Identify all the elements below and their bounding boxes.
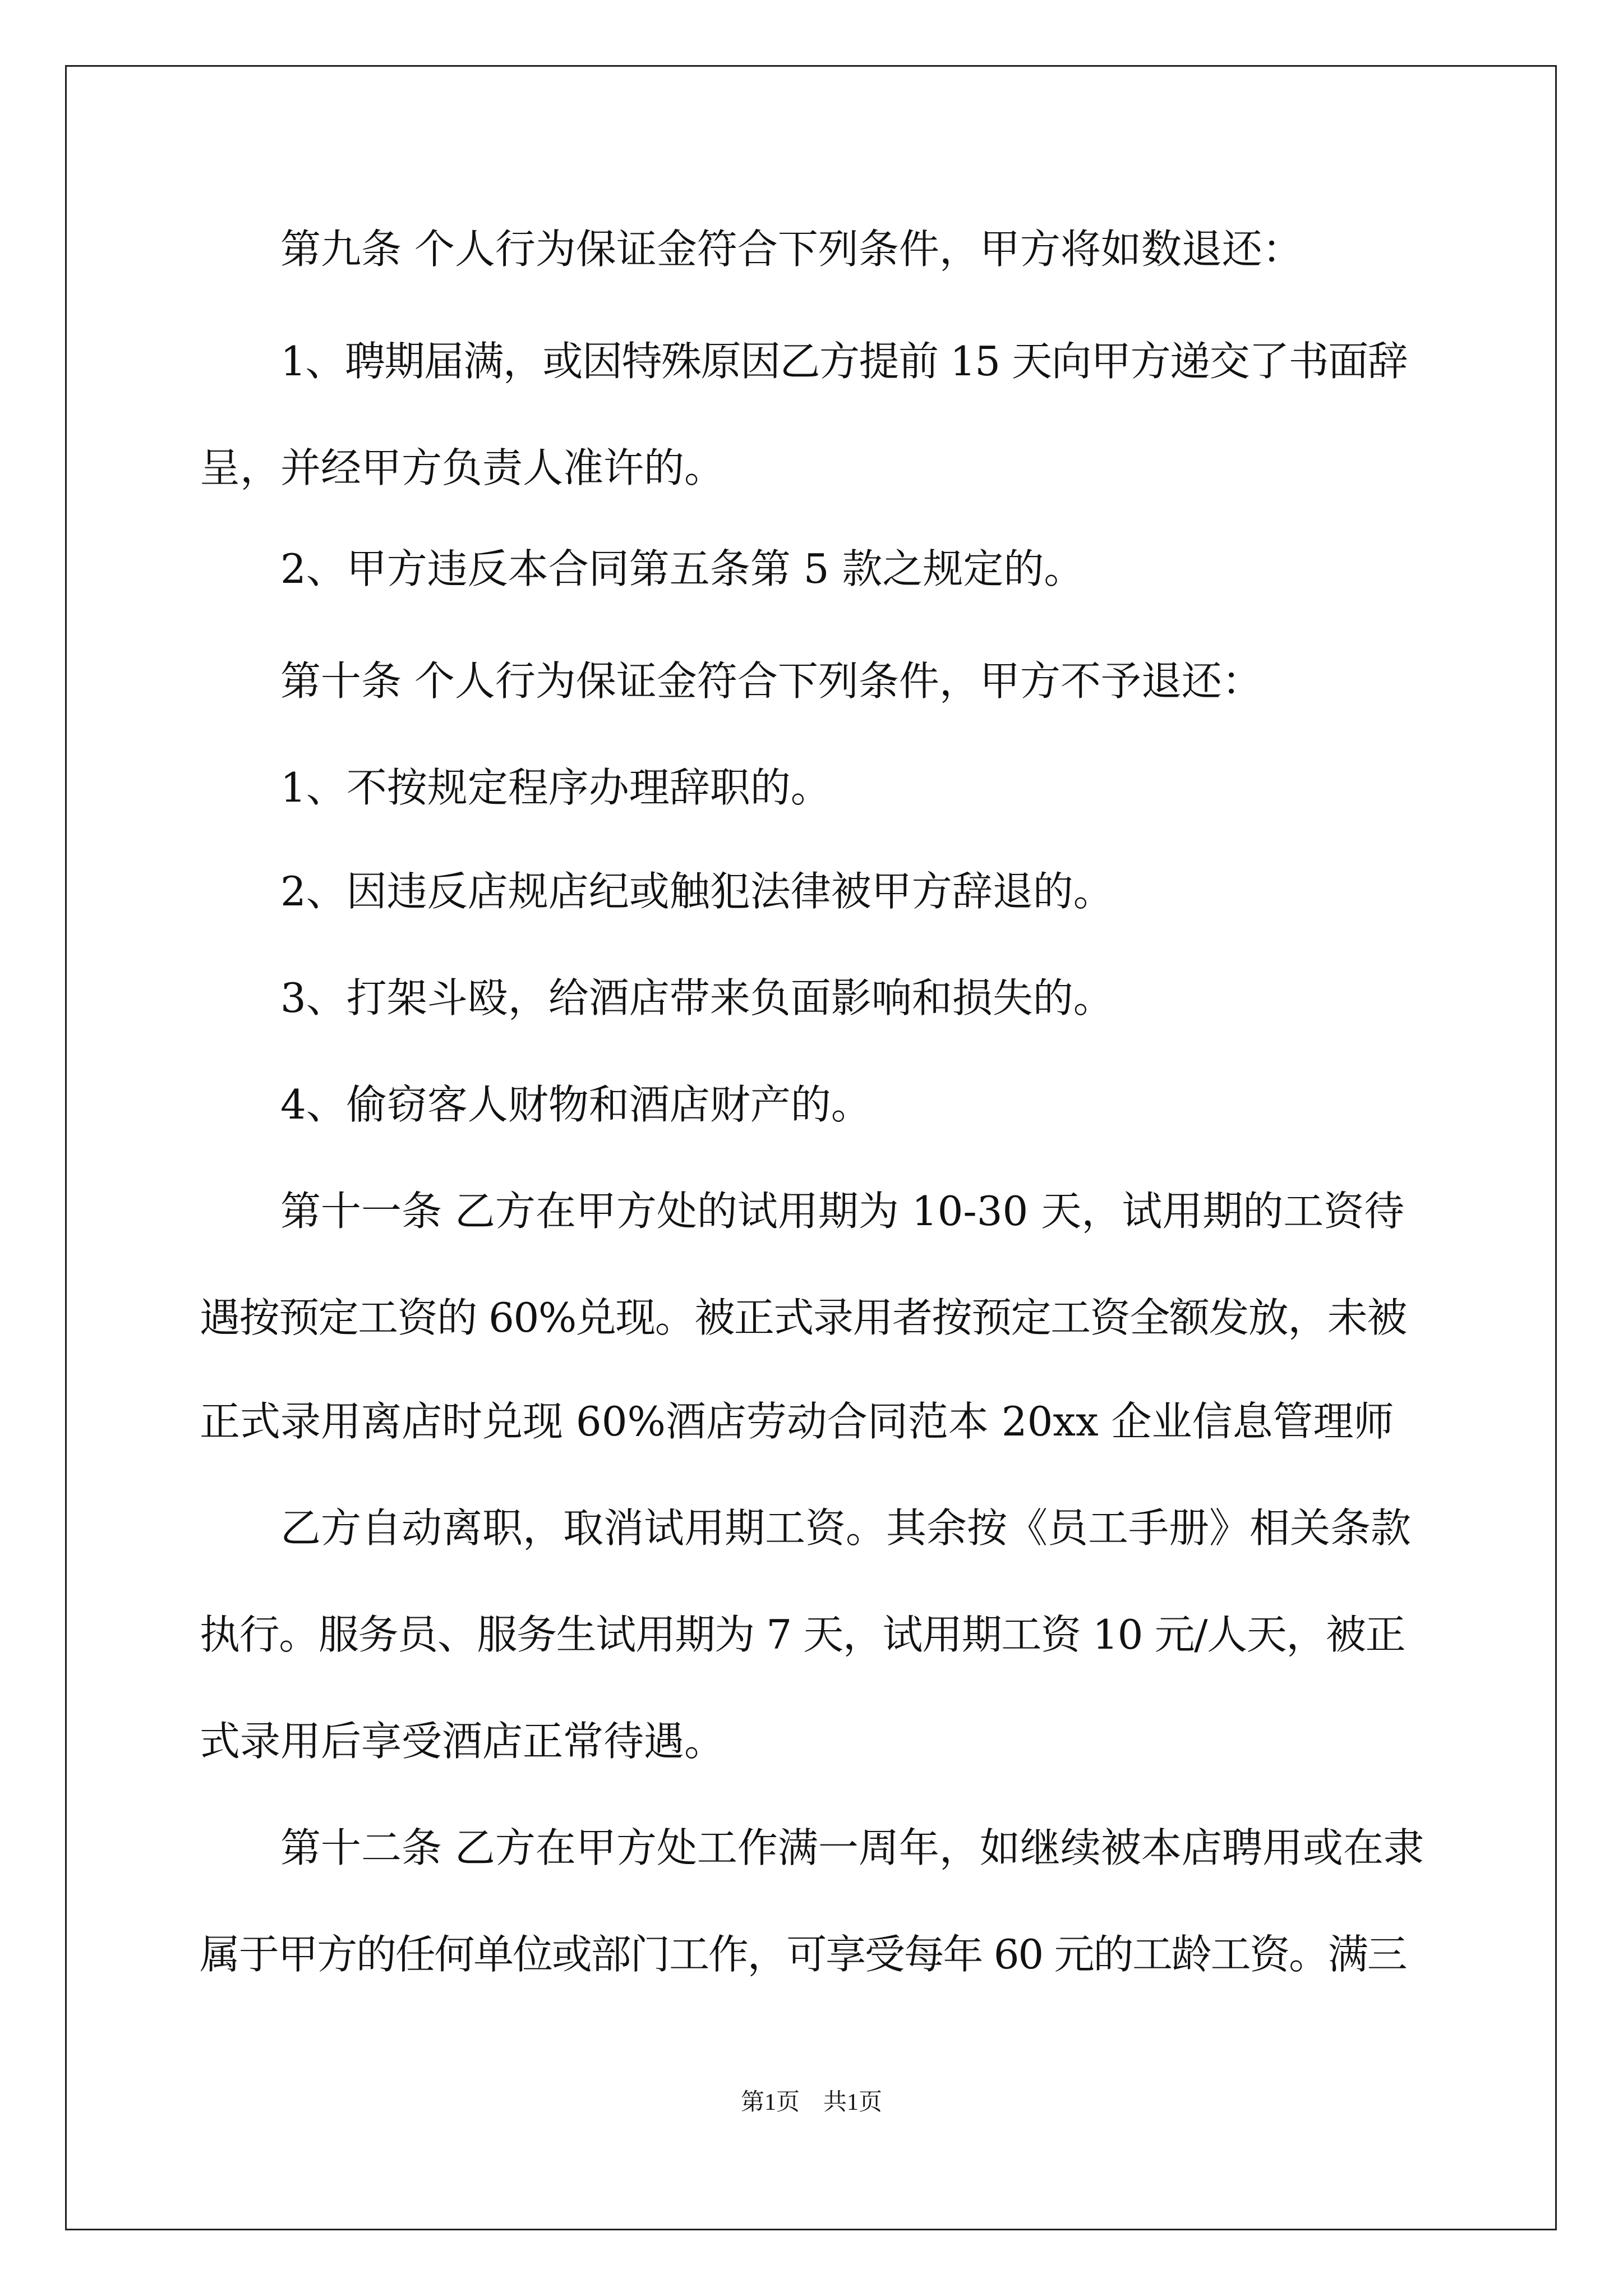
text-line: 式录用后享受酒店正常待遇。 <box>200 1718 725 1765</box>
text-line: 第十一条 乙方在甲方处的试用期为 10-30 天，试用期的工资待 <box>280 1188 1405 1235</box>
text-line: 4、偷窃客人财物和酒店财产的。 <box>280 1081 872 1128</box>
text-line: 2、因违反店规店纪或触犯法律被甲方辞退的。 <box>280 868 1114 915</box>
text-line: 乙方自动离职，取消试用期工资。其余按《员工手册》相关条款 <box>280 1504 1412 1552</box>
text-line: 遇按预定工资的 60%兑现。被正式录用者按预定工资全额发放，未被 <box>200 1294 1407 1341</box>
text-line: 3、打架斗殴，给酒店带来负面影响和损失的。 <box>280 974 1114 1022</box>
text-line: 正式录用离店时兑现 60%酒店劳动合同范本 20xx 企业信息管理师 <box>200 1398 1394 1445</box>
text-line: 1、聘期届满，或因特殊原因乙方提前 15 天向甲方递交了书面辞 <box>280 338 1408 385</box>
page-footer: 第1页 共1页 <box>740 2090 882 2115</box>
page-border <box>65 65 1557 2230</box>
text-line: 属于甲方的任何单位或部门工作，可享受每年 60 元的工龄工资。满三 <box>200 1931 1407 1978</box>
text-line: 第十二条 乙方在甲方处工作满一周年，如继续被本店聘用或在隶 <box>280 1824 1424 1871</box>
text-line: 执行。服务员、服务生试用期为 7 天，试用期工资 10 元/人天，被正 <box>200 1611 1405 1658</box>
text-line: 1、不按规定程序办理辞职的。 <box>280 764 831 811</box>
text-line: 2、甲方违反本合同第五条第 5 款之规定的。 <box>280 545 1085 592</box>
text-line: 呈，并经甲方负责人准许的。 <box>200 444 725 491</box>
text-line: 第十条 个人行为保证金符合下列条件，甲方不予退还： <box>280 657 1262 705</box>
text-line: 第九条 个人行为保证金符合下列条件，甲方将如数退还： <box>280 226 1303 273</box>
